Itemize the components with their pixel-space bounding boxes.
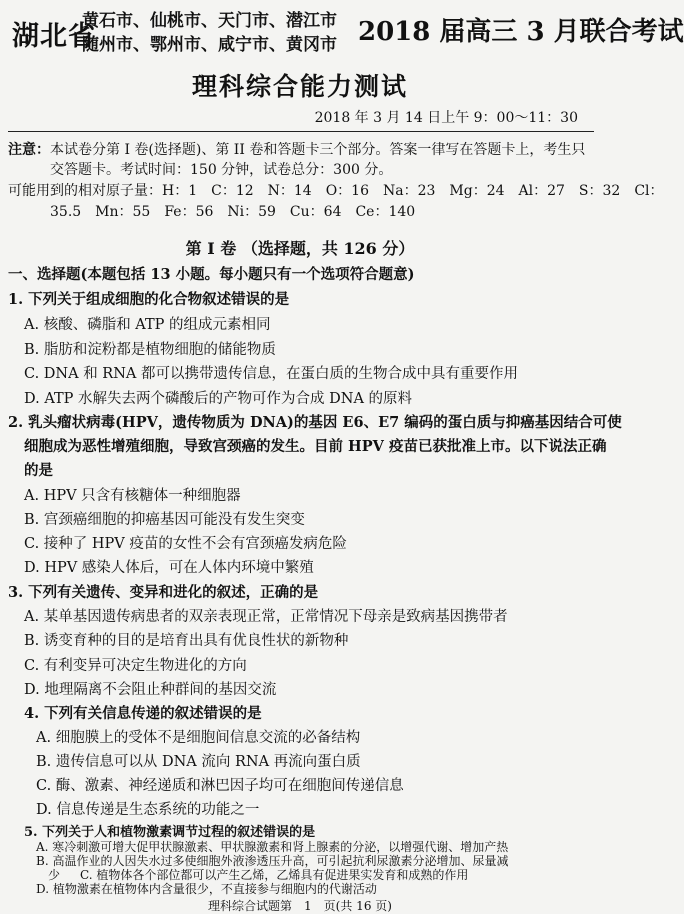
question-2-option-d: D. HPV 感染人体后，可在人体内环境中繁殖 [24,560,314,576]
header-divider [8,131,594,132]
page-footer: 理科综合试题第 1 页(共 16 页) [208,899,392,913]
question-4-stem: 4. 下列有关信息传递的叙述错误的是 [24,705,262,722]
atomic-mass-line-1: 可能用到的相对原子量：H：1 C：12 N：14 O：16 Na：23 Mg：24 Al：27 S：32 Cl： [8,183,664,199]
question-5-stem: 5. 下列关于人和植物激素调节过程的叙述错误的是 [24,825,316,840]
cities-line-1: 黄石市、仙桃市、天门市、潜江市 [82,11,337,31]
question-3-option-b: B. 诱变育种的目的是培育出具有优良性状的新物种 [24,633,349,649]
notice-label: 注意： [8,142,50,158]
question-1-option-b: B. 脂肪和淀粉都是植物细胞的储能物质 [24,342,276,358]
question-2-option-c: C. 接种了 HPV 疫苗的女性不会有宫颈癌发病危险 [24,536,347,552]
section-intro-text: 一、选择题(本题包括 13 小题。每小题只有一个选项符合题意) [8,266,415,283]
question-4-option-c: C. 酶、激素、神经递质和淋巴因子均可在细胞间传递信息 [36,778,404,794]
exam-date: 2018 年 3 月 14 日上午 9：00～11：30 [314,110,578,126]
question-2-stem-1: 2. 乳头瘤状病毒(HPV，遗传物质为 DNA)的基因 E6、E7 编码的蛋白质与抑癌基因结合可使 [8,414,622,431]
question-4-option-a: A. 细胞膜上的受体不是细胞间信息交流的必备结构 [36,730,361,746]
notice-line-1 [8,140,585,160]
question-5-option-b-cont: 少 [48,868,61,882]
question-3-option-a: A. 某单基因遗传病患者的双亲表现正常，正常情况下母亲是致病基因携带者 [24,609,508,625]
question-2-option-b: B. 宫颈癌细胞的抑癌基因可能没有发生突变 [24,512,305,528]
notice-line-2: 交答题卡。考试时间：150 分钟，试卷总分：300 分。 [50,162,393,178]
question-3-option-c: C. 有利变异可决定生物进化的方向 [24,658,247,674]
question-5-option-b: B. 高温作业的人因失水过多使细胞外液渗透压升高，可引起抗利尿激素分泌增加、尿量减 [36,854,509,868]
section-intro [8,265,415,285]
province-label: 湖北省 [12,21,96,52]
question-2-option-a: A. HPV 只含有核糖体一种细胞器 [24,488,241,504]
question-1-stem: 1. 下列关于组成细胞的化合物叙述错误的是 [8,291,290,308]
question-1-option-d: D. ATP 水解失去两个磷酸后的产物可作为合成 DNA 的原料 [24,391,413,407]
cities-line-2: 随州市、鄂州市、咸宁市、黄冈市 [82,35,337,55]
notice-text-1: 本试卷分第 I 卷(选择题)、第 II 卷和答题卡三个部分。答案一律写在答题卡上，考生只 [50,142,586,158]
section-title: 第 I 卷 （选择题，共 126 分） [185,239,415,258]
exam-title: 2018 届高三 3 月联合考试 [358,17,684,47]
atomic-mass-line-2: 35.5 Mn：55 Fe：56 Ni：59 Cu：64 Ce：140 [50,204,416,220]
question-2-stem-2: 细胞成为恶性增殖细胞，导致宫颈癌的发生。目前 HPV 疫苗已获批准上市。以下说法正确 [24,438,607,455]
question-2-stem-3: 的是 [24,462,53,479]
question-1-option-c: C. DNA 和 RNA 都可以携带遗传信息，在蛋白质的生物合成中具有重要作用 [24,366,518,382]
question-5-option-d: D. 植物激素在植物体内含量很少，不直接参与细胞内的代谢活动 [36,882,377,896]
question-5-option-c: C. 植物体各个部位都可以产生乙烯，乙烯具有促进果实发育和成熟的作用 [80,868,469,882]
question-4-option-d: D. 信息传递是生态系统的功能之一 [36,802,260,818]
question-5-option-a: A. 寒冷刺激可增大促甲状腺激素、甲状腺激素和肾上腺素的分泌，以增强代谢、增加产热 [36,840,509,854]
question-3-option-d: D. 地理隔离不会阻止种群间的基因交流 [24,682,277,698]
paper-title: 理科综合能力测试 [191,72,408,101]
question-1-option-a: A. 核酸、磷脂和 ATP 的组成元素相同 [24,317,271,333]
question-4-option-b: B. 遗传信息可以从 DNA 流向 RNA 再流向蛋白质 [36,754,361,770]
question-3-stem: 3. 下列有关遗传、变异和进化的叙述，正确的是 [8,584,319,601]
